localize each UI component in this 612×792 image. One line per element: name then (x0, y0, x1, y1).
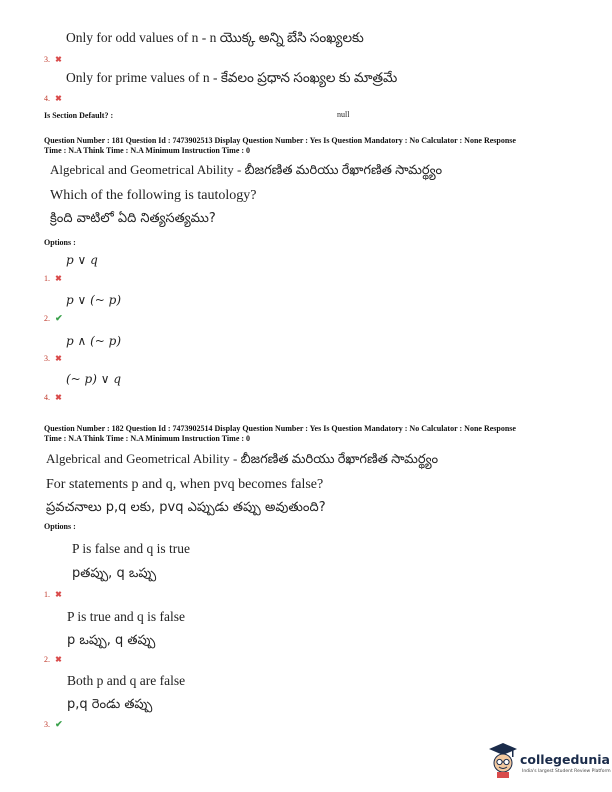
section-default-value: null (337, 110, 350, 119)
option-text-te-182-1: pతప్పు, q ఒప్పు (72, 566, 157, 581)
option-text-en-182-2: P is true and q is false (67, 609, 185, 624)
cross-icon: ✖ (55, 353, 62, 363)
logo-wordmark: collegedunia (520, 752, 610, 767)
question-meta-182 (44, 424, 516, 444)
section-default-label: Is Section Default? : (44, 111, 114, 120)
cross-icon: ✖ (55, 392, 62, 402)
option-number: 3. (44, 720, 50, 729)
option-number: 4. (44, 94, 50, 103)
cross-icon: ✖ (55, 54, 62, 64)
cross-icon: ✖ (55, 654, 62, 664)
option-number: 4. (44, 393, 50, 402)
option-marker-181-2 (44, 306, 63, 325)
meta-line-1: Question Number : 182 Question Id : 7473902514 Display Question Number : Yes Is Question Mandatory : No Calculator : None Response (44, 424, 516, 433)
option-number: 3. (44, 55, 50, 64)
option-text-en-182-3: Both p and q are false (67, 673, 186, 688)
option-marker-182-3 (44, 712, 63, 731)
option-number: 3. (44, 354, 50, 363)
checkmark-icon: ✔ (55, 314, 63, 324)
option-text-4-prev: Only for prime values of n - కేవలం ప్రధాన సంఖ్యల కు మాత్రమే (66, 70, 398, 85)
graduate-mascot-icon (488, 741, 518, 779)
collegedunia-logo (488, 741, 611, 781)
options-label-181: Options : (44, 238, 76, 247)
meta-line-2: Time : N.A Think Time : N.A Minimum Instruction Time : 0 (44, 434, 251, 443)
question-subject-182: Algebrical and Geometrical Ability - బీజగణిత మరియు రేఖాగణిత సామర్థ్యం (46, 451, 439, 466)
option-text-181-4: (~ p) ∨ q (66, 372, 122, 386)
question-meta-181 (44, 136, 516, 156)
cross-icon: ✖ (55, 589, 62, 599)
checkmark-icon: ✔ (55, 720, 63, 730)
option-text-181-2: p ∨ (~ p) (66, 293, 122, 307)
option-text-181-3: p ∧ (~ p) (66, 334, 122, 348)
cross-icon: ✖ (55, 93, 62, 103)
option-text-en-182-1: P is false and q is true (72, 541, 190, 556)
question-text-en-182: For statements p and q, when pvq becomes false? (46, 477, 324, 492)
option-marker-181-1 (44, 266, 62, 285)
option-number: 1. (44, 274, 50, 283)
option-text-3-prev: Only for odd values of n - n యొక్క అన్ని బేసి సంఖ్యలకు (66, 30, 364, 45)
option-text-te-182-3: p,q రెండు తప్పు (67, 697, 153, 712)
question-text-te-181: క్రింది వాటిలో ఏది నిత్యసత్యము? (50, 211, 216, 226)
option-text-te-182-2: p ఒప్పు, q తప్పు (67, 633, 156, 648)
option-number: 2. (44, 655, 50, 664)
option-marker-181-4 (44, 385, 62, 404)
meta-line-1: Question Number : 181 Question Id : 7473902513 Display Question Number : Yes Is Question Mandatory : No Calculator : None Response (44, 136, 516, 145)
question-subject-181: Algebrical and Geometrical Ability - బీజగణిత మరియు రేఖాగణిత సామర్థ్యం (50, 162, 443, 177)
options-label-182: Options : (44, 522, 76, 531)
option-number: 2. (44, 314, 50, 323)
option-marker-182-2 (44, 647, 62, 666)
option-number: 1. (44, 590, 50, 599)
cross-icon: ✖ (55, 273, 62, 283)
option-marker-3-prev (44, 47, 62, 66)
question-text-en-181: Which of the following is tautology? (50, 188, 257, 203)
option-marker-182-1 (44, 582, 62, 601)
option-text-181-1: p ∨ q (66, 253, 98, 267)
meta-line-2: Time : N.A Think Time : N.A Minimum Instruction Time : 0 (44, 146, 251, 155)
logo-tagline: India's largest Student Review Platform (522, 769, 611, 774)
option-marker-181-3 (44, 346, 62, 365)
option-marker-4-prev (44, 86, 62, 105)
question-text-te-182: ప్రవచనాలు p,q లకు, pvq ఎప్పుడు తప్పు అవుతుంది? (46, 500, 326, 515)
